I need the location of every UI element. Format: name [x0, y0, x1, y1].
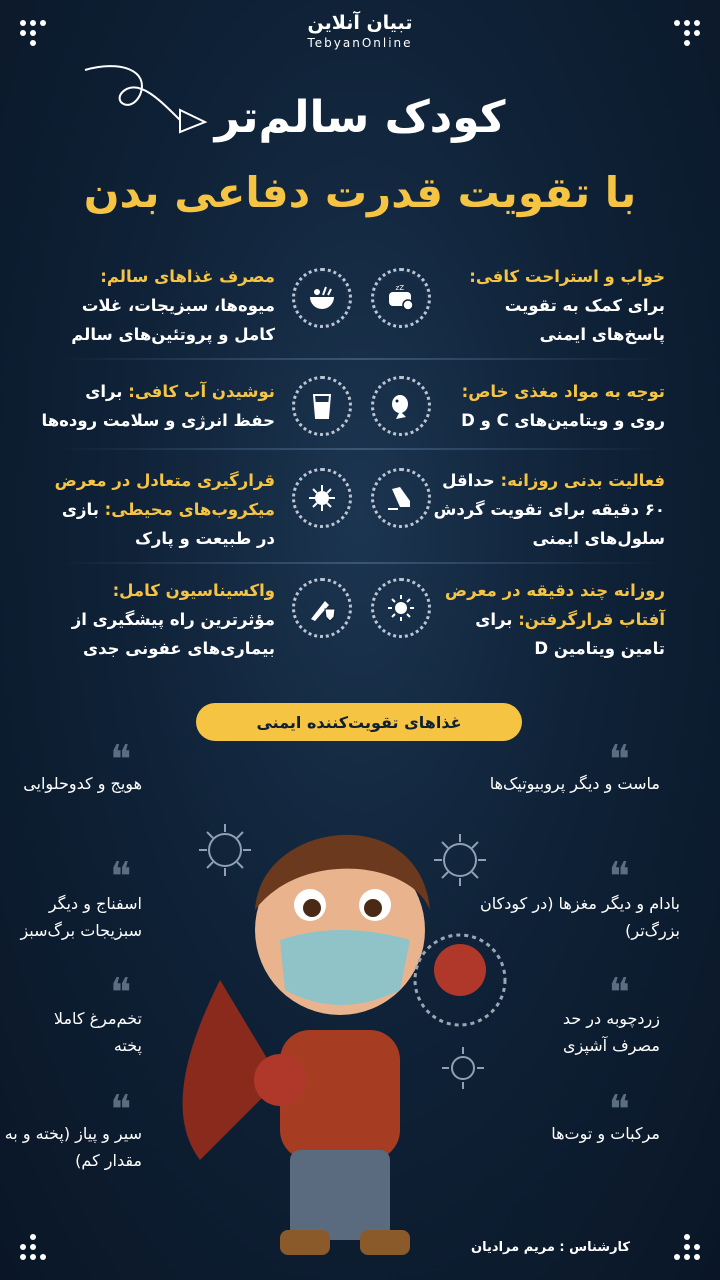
- food-item: زردچوبه در حد مصرف آشپزی: [562, 1009, 660, 1055]
- tip-water: نوشیدن آب کافی: برای حفظ انرژی و سلامت روده‌ها: [41, 382, 275, 430]
- water-glass-icon: [292, 376, 352, 436]
- food-item: ماست و دیگر پروبیوتیک‌ها: [489, 774, 660, 793]
- tip-vaccination: واکسیناسیون کامل: مؤثرترین راه پیشگیری از بیماری‌های عفونی جدی: [71, 581, 275, 658]
- virus-icon: [430, 830, 490, 890]
- food-item: سیر و پیاز (پخته و به مقدار کم): [4, 1124, 142, 1170]
- sun-icon: [371, 578, 431, 638]
- quote-icon: ❝: [608, 737, 630, 783]
- quote-icon: ❝: [110, 970, 132, 1016]
- brand-logo: [0, 12, 720, 50]
- tip-sleep: خواب و استراحت کافی: برای کمک به تقویت پاسخ‌های ایمنی: [469, 267, 665, 344]
- food-item: هویج و کدوحلوایی: [23, 774, 142, 793]
- quote-icon: ❝: [608, 1087, 630, 1133]
- brand-name-en: TebyanOnline: [307, 36, 413, 50]
- syringe-shield-icon: [292, 578, 352, 638]
- quote-icon: ❝: [110, 1087, 132, 1133]
- virus-icon: [195, 820, 255, 880]
- divider: [60, 448, 660, 450]
- foods-title-badge: غذاهای تقویت‌کننده ایمنی: [196, 703, 522, 741]
- credit-text: کارشناس : مریم مرادیان: [471, 1240, 630, 1255]
- quote-icon: ❝: [608, 854, 630, 900]
- fish-icon: [371, 376, 431, 436]
- corner-dots-icon: [20, 1234, 46, 1260]
- quote-icon: ❝: [608, 970, 630, 1016]
- food-item: بادام و دیگر مغزها (در کودکان بزرگ‌تر): [480, 894, 680, 940]
- quote-icon: ❝: [110, 854, 132, 900]
- tip-healthy-food: مصرف غذاهای سالم: میوه‌ها، سبزیجات، غلات کامل و پروتئین‌های سالم: [71, 267, 275, 344]
- brand-name-fa: تبیان آنلاین: [307, 12, 413, 34]
- sneaker-icon: [371, 468, 431, 528]
- food-bowl-icon: [292, 268, 352, 328]
- germ-icon: [292, 468, 352, 528]
- title-line-2: با تقویت قدرت دفاعی بدن: [83, 168, 637, 217]
- divider: [60, 358, 660, 360]
- tip-activity: فعالیت بدنی روزانه: حداقل ۶۰ دقیقه برای تقویت گردش سلول‌های ایمنی: [433, 471, 665, 548]
- tip-sunlight: روزانه چند دقیقه در معرض آفتاب قرارگرفتن: برای تامین ویتامین D: [444, 581, 665, 658]
- sleep-pillow-icon: [371, 268, 431, 328]
- tip-nutrients: توجه به مواد مغذی خاص: روی و ویتامین‌های C و D: [461, 382, 665, 430]
- food-item: تخم‌مرغ کاملا پخته: [53, 1009, 142, 1055]
- tip-microbes: قرارگیری متعادل در معرض میکروب‌های محیطی: بازی در طبیعت و پارک: [54, 471, 275, 548]
- svg-text:zZ: zZ: [395, 284, 404, 292]
- virus-icon: [440, 1045, 486, 1091]
- food-item: اسفناج و دیگر سبزیجات برگ‌سبز: [20, 894, 142, 940]
- title-line-1: کودک سالم‌تر: [214, 92, 506, 143]
- divider: [60, 562, 660, 564]
- corner-dots-icon: [674, 1234, 700, 1260]
- quote-icon: ❝: [110, 737, 132, 783]
- food-item: مرکبات و توت‌ها: [551, 1124, 660, 1143]
